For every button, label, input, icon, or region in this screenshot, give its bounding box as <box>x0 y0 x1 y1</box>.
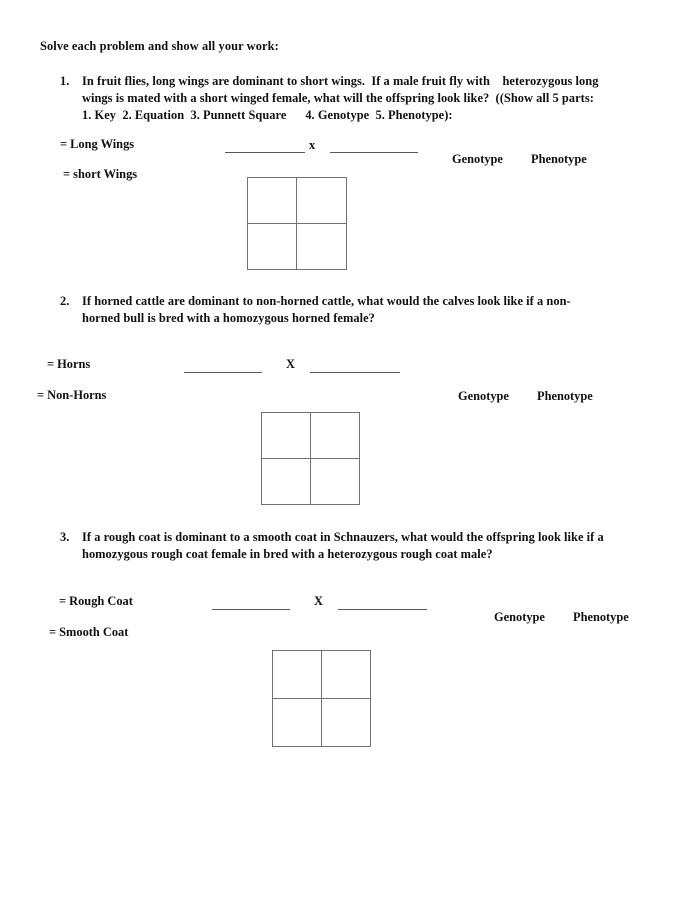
problem-1-genotype-label: Genotype <box>452 152 503 166</box>
punnett-cell[interactable] <box>322 651 371 699</box>
punnett-cell[interactable] <box>322 699 371 747</box>
problem-3-text <box>82 529 680 563</box>
problem-2-cross-symbol: X <box>286 357 295 371</box>
punnett-cell[interactable] <box>262 413 311 459</box>
problem-1-number: 1. <box>60 74 70 88</box>
problem-1-parent2-blank[interactable] <box>330 152 418 153</box>
punnett-cell[interactable] <box>248 224 297 270</box>
problem-3 <box>60 529 680 563</box>
problem-3-parent2-blank[interactable] <box>338 609 427 610</box>
problem-3-parent1-blank[interactable] <box>212 609 290 610</box>
problem-2-genotype-label: Genotype <box>458 389 509 403</box>
problem-1-phenotype-label: Phenotype <box>531 152 587 166</box>
problem-2-punnett-square[interactable] <box>261 412 360 505</box>
problem-1-parent1-blank[interactable] <box>225 152 305 153</box>
problem-2-line-1: If horned cattle are dominant to non-horned cattle, what would the calves look like if a non- <box>82 294 571 308</box>
problem-2-parent1-blank[interactable] <box>184 372 262 373</box>
problem-3-key-dominant: = Rough Coat <box>59 594 133 608</box>
problem-3-punnett-square[interactable] <box>272 650 371 747</box>
problem-1-punnett-square[interactable] <box>247 177 347 270</box>
punnett-cell[interactable] <box>273 699 322 747</box>
problem-1-line-3: 1. Key 2. Equation 3. Punnett Square 4. Genotype 5. Phenotype): <box>82 108 453 122</box>
problem-1-line-2: wings is mated with a short winged female, what will the offspring look like? ((Show all 5 parts: <box>82 91 594 105</box>
problem-2 <box>60 293 680 327</box>
problem-1 <box>60 73 680 124</box>
problem-3-line-2: homozygous rough coat female in bred with a heterozygous rough coat male? <box>82 547 493 561</box>
problem-3-genotype-label: Genotype <box>494 610 545 624</box>
punnett-cell[interactable] <box>311 413 360 459</box>
problem-1-text <box>82 73 680 124</box>
problem-2-number: 2. <box>60 294 70 308</box>
problem-2-text <box>82 293 680 327</box>
problem-2-parent2-blank[interactable] <box>310 372 400 373</box>
punnett-cell[interactable] <box>248 178 297 224</box>
punnett-cell[interactable] <box>273 651 322 699</box>
problem-2-phenotype-label: Phenotype <box>537 389 593 403</box>
problem-3-number: 3. <box>60 530 70 544</box>
punnett-cell[interactable] <box>311 459 360 505</box>
punnett-cell[interactable] <box>297 178 346 224</box>
punnett-cell[interactable] <box>262 459 311 505</box>
problem-3-cross-symbol: X <box>314 594 323 608</box>
punnett-cell[interactable] <box>297 224 346 270</box>
problem-3-phenotype-label: Phenotype <box>573 610 629 624</box>
problem-1-cross-symbol: x <box>309 138 316 152</box>
worksheet-instructions: Solve each problem and show all your work: <box>40 39 279 53</box>
problem-3-line-1: If a rough coat is dominant to a smooth coat in Schnauzers, what would the offspring look like if a <box>82 530 604 544</box>
problem-1-key-recessive: = short Wings <box>63 167 138 181</box>
problem-1-key-dominant: = Long Wings <box>60 137 135 151</box>
problem-3-key-recessive: = Smooth Coat <box>49 625 129 639</box>
problem-2-key-dominant: = Horns <box>47 357 91 371</box>
problem-2-line-2: horned bull is bred with a homozygous horned female? <box>82 311 375 325</box>
problem-2-key-recessive: = Non-Horns <box>37 388 107 402</box>
problem-1-line-1: In fruit flies, long wings are dominant to short wings. If a male fruit fly with heterozygous long <box>82 74 599 88</box>
